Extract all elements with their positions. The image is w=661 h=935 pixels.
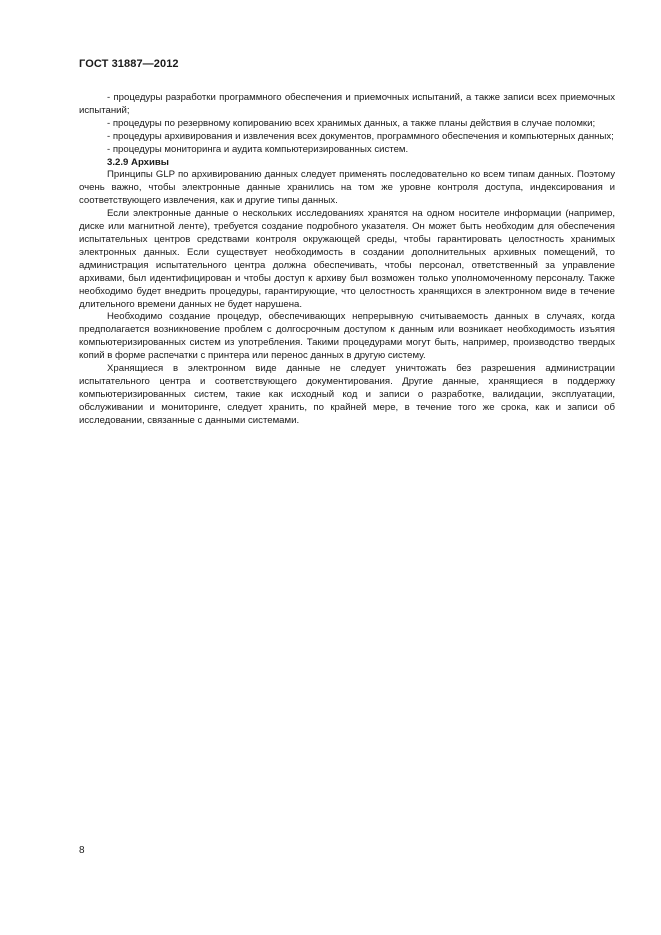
- list-item: - процедуры по резервному копированию всех хранимых данных, а также планы действия в случае поломки;: [107, 117, 596, 129]
- paragraph: Необходимо создание процедур, обеспечивающих непрерывную считываемость данных в случаях, когда предполагается возникновение проблем с долгосрочным доступом к данным или возникает необходимость изъятия компьютеризированных систем из употребления. Такими процедурами могут быть, например, производство твердых копий в форме распечатки с принтера или перенос данных в другую систему.: [79, 311, 615, 362]
- list-item: - процедуры архивирования и извлечения всех документов, программного обеспечения и компьютерных данных;: [107, 130, 614, 142]
- paragraph: Хранящиеся в электронном виде данные не следует уничтожать без разрешения администрации испытательного центра и соответствующего документирования. Другие данные, хранящиеся в поддержку компьютеризированных систем, такие как исходный код и записи о разработке, валидации, эксплуатации, обслуживании и мониторинге, следует хранить, по крайней мере, в течение того же срока, как и записи об исследовании, связанные с данными системами.: [79, 363, 615, 426]
- paragraph: Принципы GLP по архивированию данных следует применять последовательно ко всем типам данных. Поэтому очень важно, чтобы электронные данные хранились на том же уровне контроля доступа, индексирования и соответствующего извлечения, как и другие типы данных.: [79, 169, 615, 207]
- list-item: - процедуры мониторинга и аудита компьютеризированных систем.: [107, 143, 409, 155]
- paragraph: Если электронные данные о нескольких исследованиях хранятся на одном носителе информации (например, диске или магнитной ленте), требуется создание подробного указателя. Он может быть необходим для обеспечения испытательных центров средствами контроля окружающей среды, чтобы гарантировать целостность хранимых электронных данных. Если существует необходимость в создании дополнительных архивных помещений, то администрация испытательного центра должна обеспечивать, чтобы персонал, ответственный за управление архивами, был идентифицирован и чтобы доступ к архиву был возможен только уполномоченному персоналу. Также необходимо будет внедрить процедуры, гарантирующие, что целостность хранящихся в электронном виде в течение длительного времени данных не будет нарушена.: [79, 208, 615, 310]
- section-title: Архивы: [131, 156, 170, 168]
- page-number: 8: [79, 845, 85, 856]
- section-number: 3.2.9: [107, 156, 129, 168]
- document-header: ГОСТ 31887—2012: [79, 58, 179, 70]
- document-body: [79, 92, 615, 428]
- list-item: - процедуры разработки программного обеспечения и приемочных испытаний, а также записи всех приемочных испытаний;: [79, 92, 615, 116]
- section-heading: [79, 157, 615, 170]
